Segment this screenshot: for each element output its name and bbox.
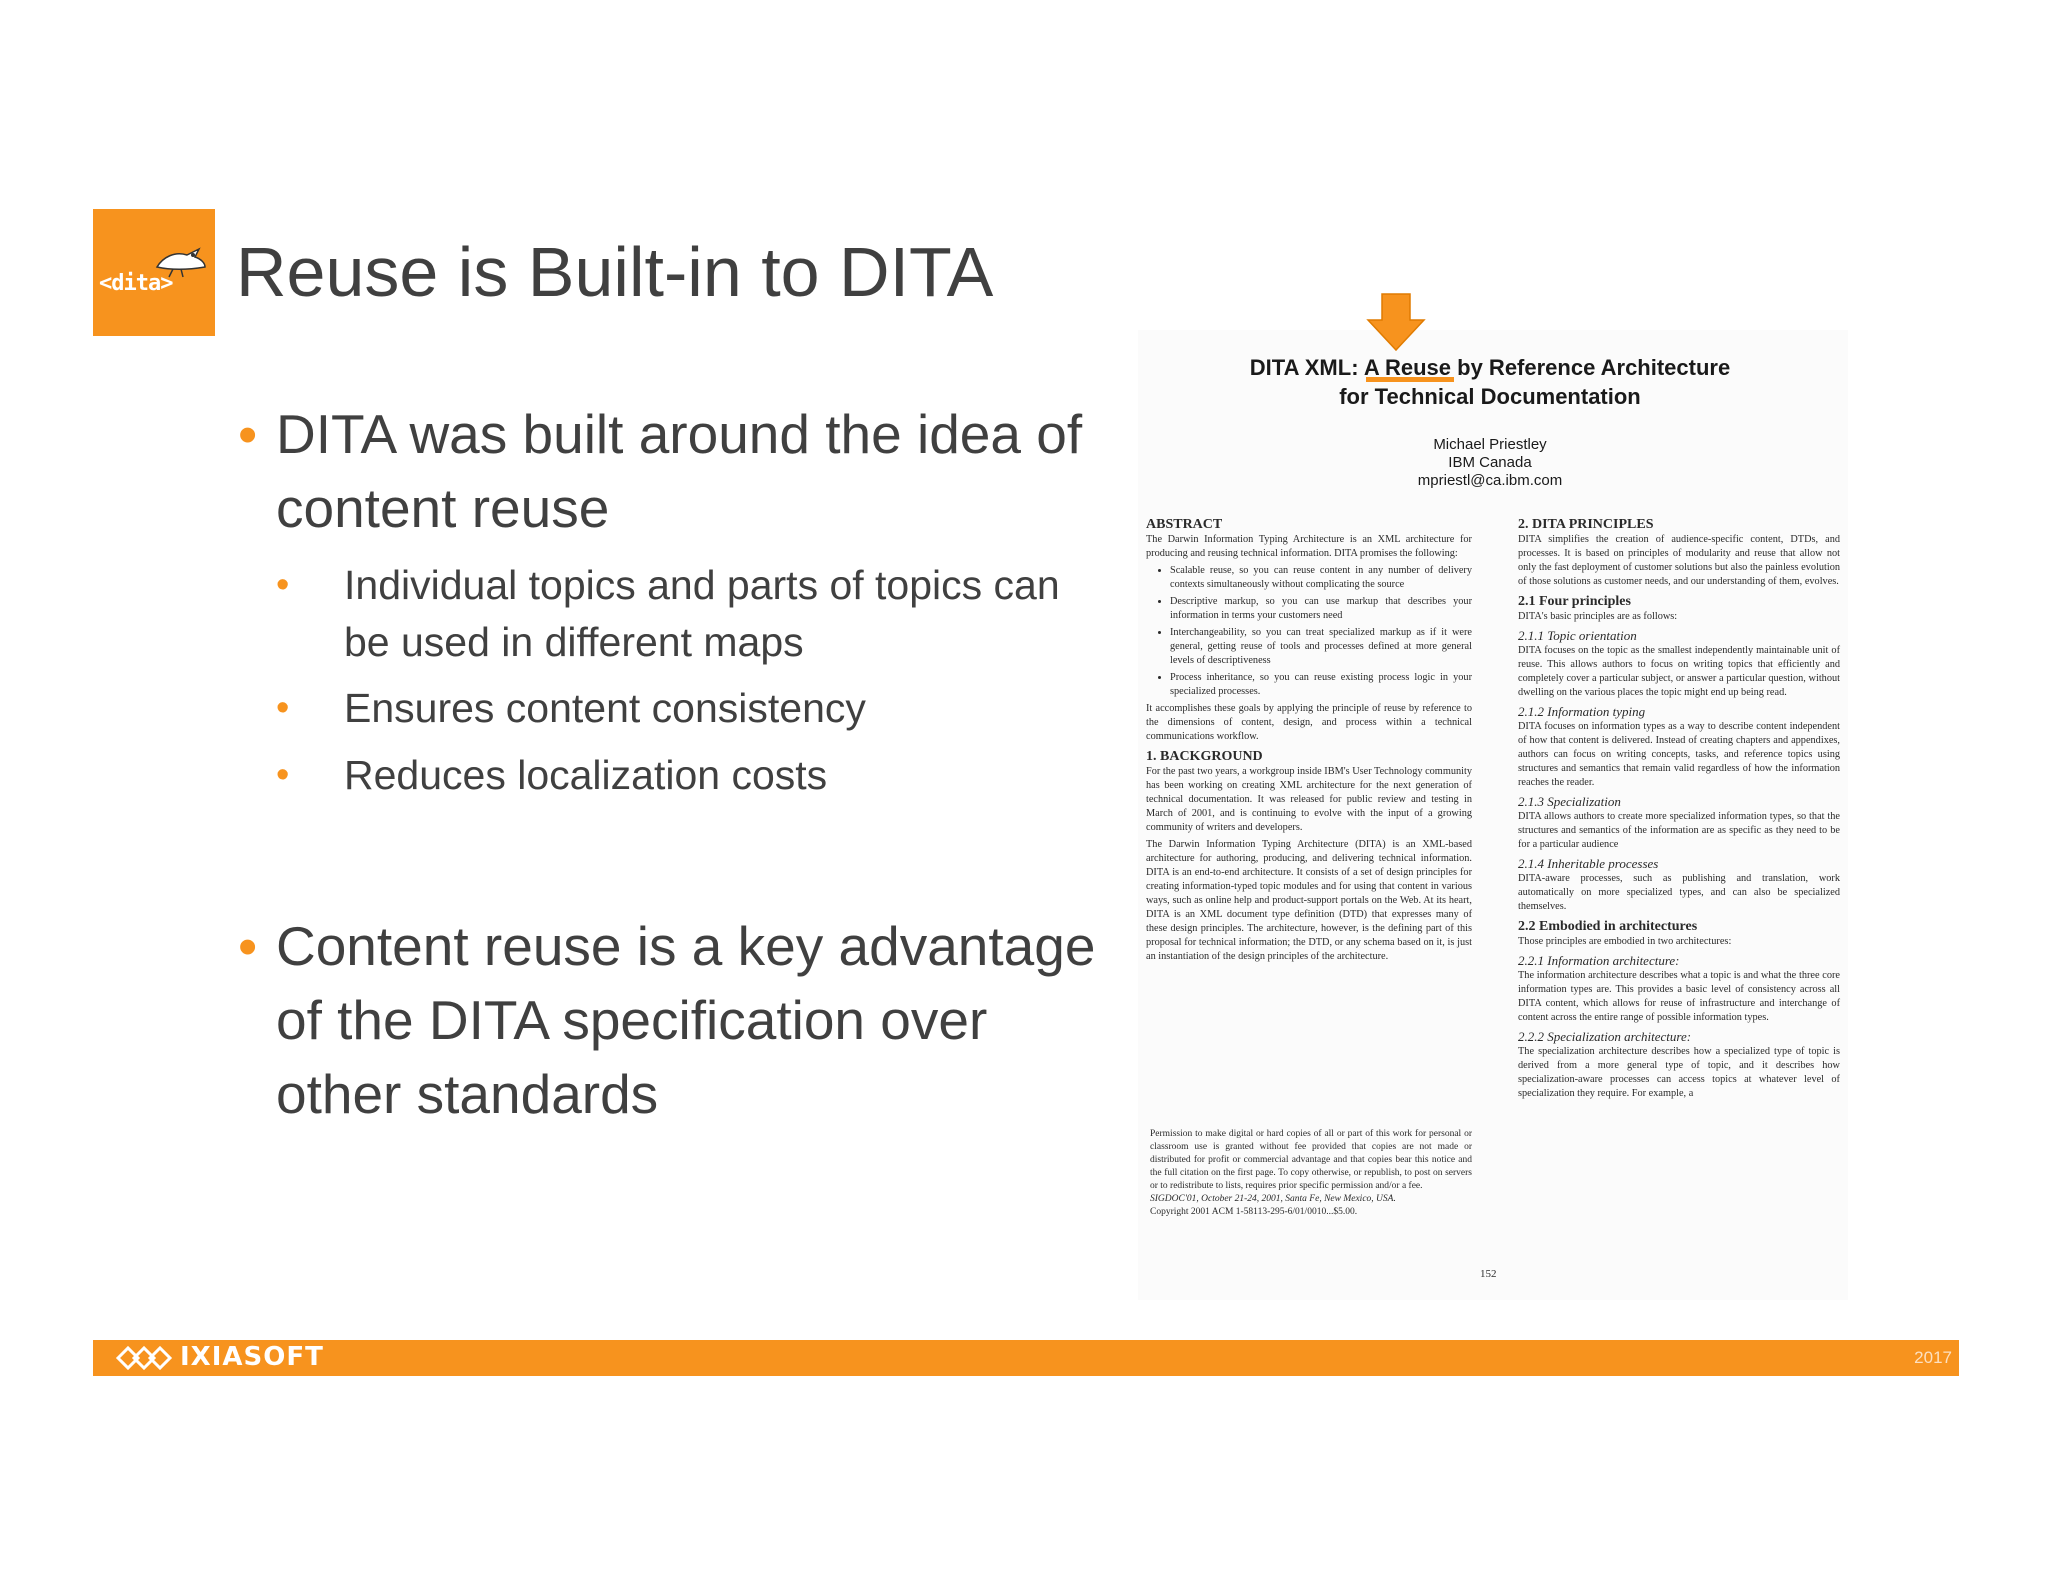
- permission-text: Permission to make digital or hard copies of all or part of this work for personal or classroom use is granted without fee provided that copies are not made or distributed for profit or commercial advantage and that copies bear this notice and the full citation on the first page. To copy otherwise, or republish, to post on servers or to redistribute to lists, requires prior specific permission and/or a fee.: [1150, 1129, 1472, 1191]
- permission-conference: SIGDOC'01, October 21-24, 2001, Santa Fe, New Mexico, USA.: [1150, 1194, 1396, 1204]
- footer-bar: [93, 1340, 1959, 1376]
- bullet-dot: •: [238, 403, 258, 465]
- paper-left-column: [1146, 512, 1472, 967]
- information-typing-heading: 2.1.2 Information typing: [1518, 704, 1646, 719]
- paper-author-block: [1340, 436, 1640, 490]
- paper-title: [1140, 353, 1840, 411]
- abstract-item: • Interchangeability, so you can treat specialized markup as if it were general, getting reuse of tools and processes defined at more general levels of descriptiveness: [1170, 626, 1472, 668]
- specialization-architecture-text: The specialization architecture describes how a specialized type of topic is derived from a more general type of topic, and it describes how specialization-aware processes can access topics at whatever level of specialization they require. For example, a: [1518, 1046, 1840, 1099]
- abstract-list: [1146, 564, 1472, 699]
- bullet-2-line-3: other standards: [276, 1063, 659, 1125]
- abstract-end: It accomplishes these goals by applying the principle of reuse by reference to the dimensions of content, design, and process within a technical communications workflow.: [1146, 703, 1472, 742]
- bullet-dot: •: [238, 915, 258, 977]
- paper-right-column: [1518, 512, 1840, 1104]
- paper-org: IBM Canada: [1448, 454, 1532, 471]
- ixiasoft-logo-icon: [116, 1346, 174, 1370]
- bullet-2-line-2: of the DITA specification over: [276, 989, 988, 1051]
- paper-email: mpriestl@ca.ibm.com: [1417, 472, 1563, 489]
- slide-title: Reuse is Built-in to DITA: [236, 233, 994, 311]
- topic-orientation-text: DITA focuses on the topic as the smallest independently maintainable unit of reuse. This allows authors to focus on writing topics that efficiently and completely cover a particular subject, or answer a particular question, without dwelling on the various places the topic might end up being read.: [1518, 645, 1840, 698]
- abstract-item: • Descriptive markup, so you can use markup that describes your information in terms your customers need: [1170, 595, 1472, 623]
- embodied-text: Those principles are embodied in two architectures:: [1518, 936, 1732, 947]
- paper-title-line-2: for Technical Documentation: [1339, 384, 1641, 409]
- information-architecture-text: The information architecture describes what a topic is and what the three core information types are. This provides a basic level of consistency across all DITA content, which allows for reuse of infrastructure and interchange of content across the entire range of possible information types.: [1518, 970, 1840, 1023]
- dita-logo: [93, 209, 215, 336]
- bullet-1-line-1: DITA was built around the idea of: [276, 403, 1083, 465]
- bullet-2-line-1: Content reuse is a key advantage: [276, 915, 1096, 977]
- background-p2: The Darwin Information Typing Architecture (DITA) is an XML-based architecture for authoring, producing, and delivering technical information. DITA is an end-to-end architecture. It consists of a set of design principles for creating information-typed topic modules and for using that content in various ways, such as online help and product-support portals on the Web. At its heart, DITA is an XML document type definition (DTD) that expresses many of these design principles. The architecture, however, is the defining part of this proposal for technical information; the DTD, or any schema based on it, is just an instantiation of the design principles of the architecture.: [1146, 839, 1472, 962]
- paper-author: Michael Priestley: [1433, 436, 1547, 453]
- background-p1: For the past two years, a workgroup inside IBM's User Technology community has been working on creating XML architecture for the next generation of technical documentation. It was released for public review and testing in March of 2001, and is continuing to evolve with the input of a growing community of writers and developers.: [1146, 766, 1472, 833]
- inheritable-processes-heading: 2.1.4 Inheritable processes: [1518, 856, 1659, 871]
- bullet-1-line-2: content reuse: [276, 477, 610, 539]
- principles-heading: 2. DITA PRINCIPLES: [1518, 517, 1654, 532]
- inheritable-processes-text: DITA-aware processes, such as publishing and translation, work automatically on more specialized types, and can also be specialized themselves.: [1518, 873, 1840, 912]
- sub-bullet-1-line-2: be used in different maps: [344, 619, 804, 665]
- four-principles-heading: 2.1 Four principles: [1518, 594, 1631, 609]
- footer-brand: IXIASOFT: [180, 1342, 324, 1372]
- permission-copyright: Copyright 2001 ACM 1-58113-295-6/01/0010...$5.00.: [1150, 1207, 1358, 1217]
- topic-orientation-heading: 2.1.1 Topic orientation: [1518, 628, 1637, 643]
- arrow-down-icon: [1364, 292, 1428, 354]
- specialization-text: DITA allows authors to create more specialized information types, so that the structures and semantics of the information are as specific as they need to be for a particular audience: [1518, 811, 1840, 850]
- sub-bullet-dot: •: [276, 754, 290, 796]
- sub-bullet-1-line-1: Individual topics and parts of topics can: [344, 562, 1060, 608]
- sub-bullet-2-text: Ensures content consistency: [344, 685, 866, 731]
- information-architecture-heading: 2.2.1 Information architecture:: [1518, 953, 1680, 968]
- abstract-heading: ABSTRACT: [1146, 517, 1223, 532]
- principles-text: DITA simplifies the creation of audience-specific content, DTDs, and processes. It is based on principles of modularity and reuse that allow not only the fast deployment of customer solutions but also the painless evolution of those solutions as customer needs, and our understanding of them, evolves.: [1518, 534, 1840, 587]
- specialization-architecture-heading: 2.2.2 Specialization architecture:: [1518, 1029, 1692, 1044]
- four-principles-text: DITA's basic principles are as follows:: [1518, 611, 1678, 622]
- background-heading: 1. BACKGROUND: [1146, 749, 1263, 764]
- footer-year: 2017: [1914, 1348, 1952, 1367]
- paper-page-number: 152: [1480, 1268, 1497, 1280]
- abstract-text: The Darwin Information Typing Architecture is an XML architecture for producing and reusing technical information. DITA promises the following:: [1146, 534, 1472, 559]
- abstract-item: • Scalable reuse, so you can reuse content in any number of delivery contexts simultaneously without complicating the source: [1170, 564, 1472, 592]
- information-typing-text: DITA focuses on information types as a way to describe content independent of how that content is delivered. Instead of creating chapters and appendixes, authors can focus on writing concepts, tasks, and reference topics using structures and semantics that remain valid regardless of how the information reaches the reader.: [1518, 721, 1840, 788]
- logo-text: <dita>: [99, 271, 173, 296]
- embodied-heading: 2.2 Embodied in architectures: [1518, 919, 1698, 934]
- permission-notice: [1150, 1128, 1472, 1219]
- abstract-item: • Process inheritance, so you can reuse existing process logic in your specialized processes.: [1170, 671, 1472, 699]
- sub-bullet-dot: •: [276, 687, 290, 729]
- sub-bullet-3-text: Reduces localization costs: [344, 752, 828, 798]
- paper-title-line-1: DITA XML: A Reuse by Reference Architecture: [1249, 355, 1731, 380]
- specialization-heading: 2.1.3 Specialization: [1518, 794, 1621, 809]
- sub-bullet-dot: •: [276, 564, 290, 606]
